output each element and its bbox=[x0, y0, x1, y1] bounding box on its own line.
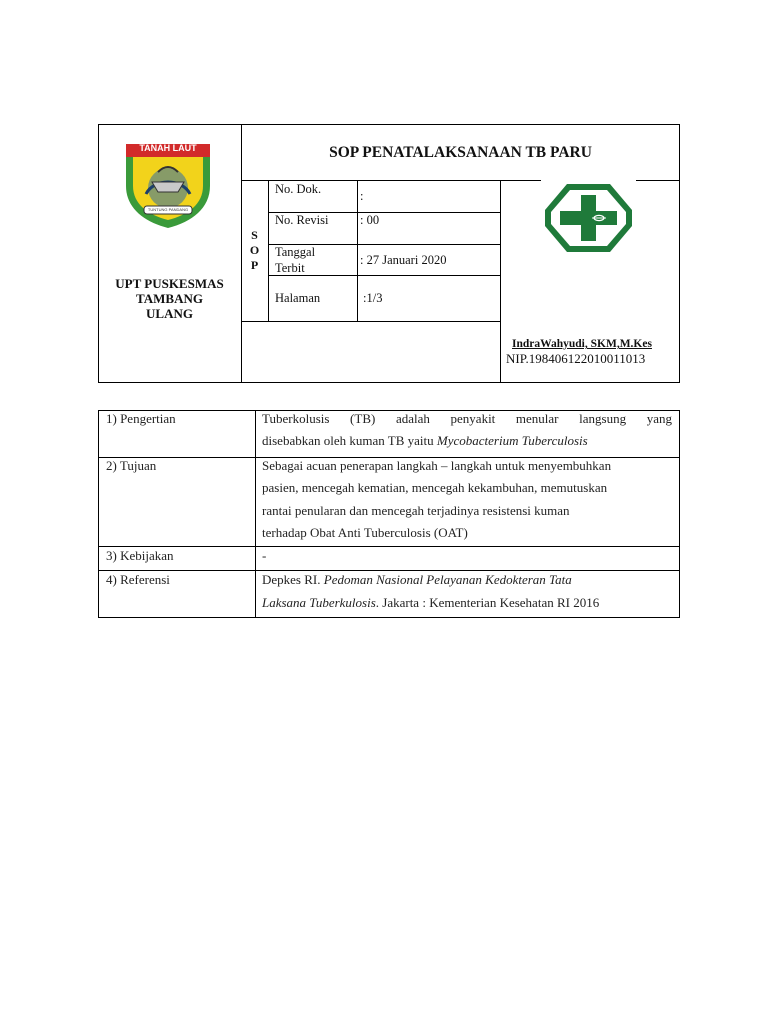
sop-letter-o: O bbox=[249, 243, 260, 257]
value-column-divider bbox=[500, 180, 501, 383]
sop-letter-p: P bbox=[250, 258, 259, 272]
tujuan-line-3: rantai penularan dan mencegah terjadinya resistensi kuman bbox=[262, 503, 570, 518]
section-label-referensi: 4) Referensi bbox=[106, 572, 170, 587]
sop-column-divider bbox=[268, 180, 269, 321]
pengertian-line-2 bbox=[262, 430, 672, 453]
institution-line-2: TAMBANG bbox=[136, 291, 203, 306]
pengertian-line-1: Tuberkolusis (TB) adalah penyakit menular langsung yang bbox=[262, 411, 672, 426]
puskesmas-cross-icon bbox=[541, 180, 636, 256]
logo-scroll-text: TUNTUNG PANDANG bbox=[147, 207, 189, 212]
content-row-divider bbox=[98, 546, 680, 547]
field-label-no-revisi: No. Revisi bbox=[275, 213, 329, 227]
content-column-divider bbox=[255, 410, 256, 618]
tanah-laut-emblem-icon bbox=[122, 142, 214, 230]
institution-line-3: ULANG bbox=[146, 306, 193, 321]
institution-line-1: UPT PUSKESMAS bbox=[115, 276, 224, 291]
section-label-pengertian: 1) Pengertian bbox=[106, 411, 176, 426]
pengertian-line-2-italic: Mycobacterium Tuberculosis bbox=[436, 433, 588, 448]
tujuan-line-2: pasien, mencegah kematian, mencegah kekambuhan, memutuskan bbox=[262, 480, 608, 495]
page-title: SOP PENATALAKSANAAN TB PARU bbox=[329, 144, 592, 161]
header-fields-bottom-divider bbox=[241, 321, 500, 322]
sop-letter-s: S bbox=[251, 228, 258, 242]
referensi-line-1 bbox=[262, 569, 674, 592]
section-label-tujuan: 2) Tujuan bbox=[106, 458, 157, 473]
field-label-terbit: Terbit bbox=[275, 261, 305, 275]
tanah-laut-logo bbox=[122, 142, 214, 230]
pengertian-line-2-plain: disebabkan oleh kuman TB yaitu bbox=[262, 433, 437, 448]
field-label-tanggal: Tanggal bbox=[275, 245, 316, 259]
field-label-no-dok: No. Dok. bbox=[275, 182, 322, 196]
tujuan-line-4: terhadap Obat Anti Tuberculosis (OAT) bbox=[262, 525, 468, 540]
signer-name: IndraWahyudi, SKM,M.Kes bbox=[512, 338, 652, 350]
referensi-line-2-plain: . Jakarta : Kementerian Kesehatan RI 2016 bbox=[375, 595, 600, 610]
section-label-kebijakan: 3) Kebijakan bbox=[106, 548, 174, 563]
puskesmas-logo bbox=[541, 180, 636, 256]
referensi-line-1-plain: Depkes RI. bbox=[262, 572, 324, 587]
field-value-tanggal-terbit: : 27 Januari 2020 bbox=[360, 253, 447, 267]
referensi-line-2 bbox=[262, 592, 674, 615]
referensi-line-2-italic: Laksana Tuberkulosis bbox=[262, 595, 376, 610]
referensi-line-1-italic: Pedoman Nasional Pelayanan Kedokteran Tata bbox=[323, 572, 572, 587]
field-value-no-revisi: : 00 bbox=[360, 213, 380, 227]
signer-nip: NIP.198406122010011013 bbox=[506, 351, 646, 366]
kebijakan-value: - bbox=[262, 548, 267, 563]
tujuan-line-1: Sebagai acuan penerapan langkah – langkah untuk menyembuhkan bbox=[262, 458, 612, 473]
field-value-no-dok: : bbox=[360, 189, 364, 203]
logo-banner-text: TANAH LAUT bbox=[139, 143, 197, 153]
label-column-divider bbox=[357, 180, 358, 321]
field-label-halaman: Halaman bbox=[275, 291, 321, 305]
field-value-halaman: :1/3 bbox=[363, 291, 383, 305]
